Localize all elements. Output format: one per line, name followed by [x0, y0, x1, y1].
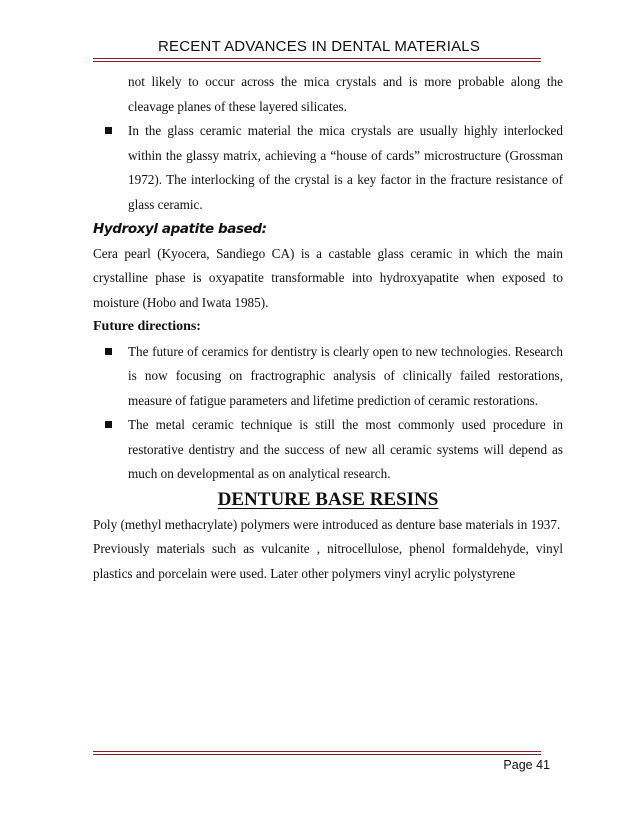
footer-rule: [93, 751, 541, 755]
section-heading-future: Future directions:: [93, 319, 201, 334]
denture-paragraph-1: Poly (methyl methacrylate) polymers were introduced as denture base materials in 1937.: [93, 516, 561, 532]
bullet-text: The metal ceramic technique is still the most commonly used procedure in restorative dentistry and the success of new all ceramic systems will depend as much on developmental as on analytical research.: [128, 417, 563, 481]
square-bullet-icon: [105, 348, 112, 355]
square-bullet-icon: [105, 127, 112, 134]
list-item: [93, 119, 563, 217]
section-title-denture: DENTURE BASE RESINS: [217, 488, 439, 510]
page-number: Page 41: [503, 758, 550, 772]
continuation-paragraph: not likely to occur across the mica crystals and is more probable along the cleavage planes of these layered silicates.: [128, 74, 563, 114]
bullet-text: The future of ceramics for dentistry is clearly open to new technologies. Research is now focusing on fractrographic analysis of clinically failed restorations, measure of fatigue parameters and lifetime prediction of ceramic restorations.: [128, 343, 563, 408]
bullet-text: In the glass ceramic material the mica crystals are usually highly interlocked within the glassy matrix, achieving a “house of cards” microstructure (Grossman 1972). The interlocking of the crystal is a key factor in the fracture resistance of glass ceramic.: [128, 123, 563, 212]
hydroxyl-paragraph: Cera pearl (Kyocera, Sandiego CA) is a castable glass ceramic in which the main crystalline phase is oxyapatite transformable into hydroxyapatite when exposed to moisture (Hobo and Iwata 1985).: [93, 245, 563, 310]
list-item: [93, 340, 563, 414]
square-bullet-icon: [105, 421, 112, 428]
intro-bullet-list: [93, 119, 563, 217]
section-heading-hydroxyl: Hydroxyl apatite based:: [93, 221, 267, 237]
list-item: [93, 413, 563, 487]
page-header: RECENT ADVANCES IN DENTAL MATERIALS: [157, 38, 481, 55]
denture-paragraph-2: Previously materials such as vulcanite , nitrocellulose, phenol formaldehyde, vinyl plastics and porcelain were used. Later other polymers vinyl acrylic polystyrene: [93, 541, 563, 581]
header-rule: [93, 58, 541, 62]
page-body: [93, 70, 563, 586]
future-bullet-list: [93, 340, 563, 487]
